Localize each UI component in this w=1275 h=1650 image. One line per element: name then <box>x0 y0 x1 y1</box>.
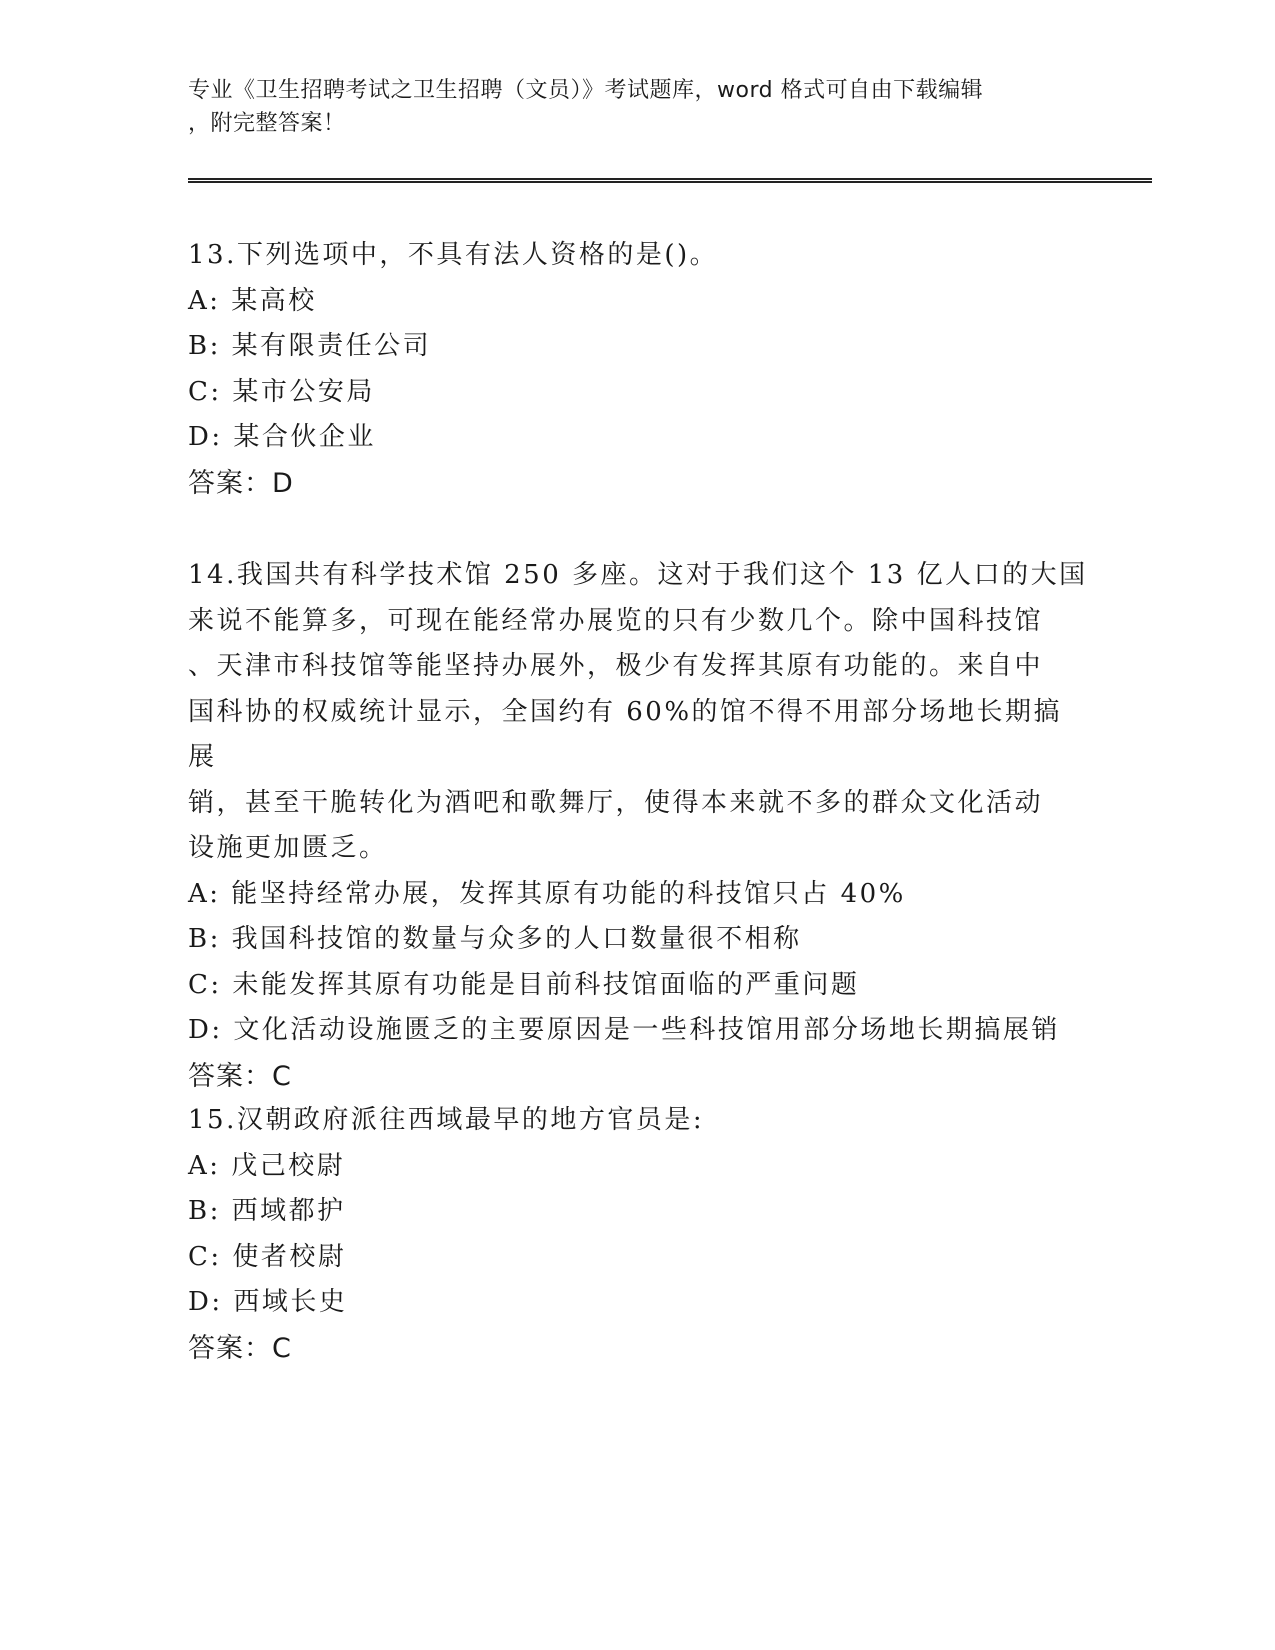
answer: 答案：C <box>188 1060 292 1092</box>
question-stem-line: 设施更加匮乏。 <box>188 833 388 863</box>
option-b: B: 西域都护 <box>188 1196 346 1226</box>
option-a: A: 某高校 <box>188 285 317 316</box>
question-13 <box>188 233 1088 506</box>
question-stem-line: 、天津市科技馆等能坚持办展外，极少有发挥其原有功能的。来自中 <box>188 651 1044 681</box>
question-stem-line: 国科协的权威统计显示，全国约有 60%的馆不得不用部分场地长期搞展 <box>188 696 1063 772</box>
option-c: C: 使者校尉 <box>188 1241 347 1272</box>
question-stem: 15.汉朝政府派往西域最早的地方官员是: <box>188 1105 705 1135</box>
header-divider <box>188 178 1152 183</box>
answer: 答案：D <box>188 467 294 499</box>
option-a: A: 戊己校尉 <box>188 1150 346 1181</box>
option-c: C: 未能发挥其原有功能是目前科技馆面临的严重问题 <box>188 969 860 1000</box>
question-stem-line: 14.我国共有科学技术馆 250 多座。这对于我们这个 13 亿人口的大国 <box>188 560 1088 590</box>
option-c: C: 某市公安局 <box>188 376 375 407</box>
option-d: D: 某合伙企业 <box>188 422 376 452</box>
answer: 答案：C <box>188 1332 292 1364</box>
header-line: 专业《卫生招聘考试之卫生招聘（文员）》考试题库，word 格式可自由下载编辑 <box>188 78 984 103</box>
option-d: D: 西域长史 <box>188 1287 348 1317</box>
document-header <box>188 74 1088 140</box>
question-stem-line: 来说不能算多，可现在能经常办展览的只有少数几个。除中国科技馆 <box>188 605 1044 636</box>
question-stem-line: 销，甚至干脆转化为酒吧和歌舞厅，使得本来就不多的群众文化活动 <box>188 787 1044 818</box>
question-15 <box>188 1098 1088 1371</box>
question-14 <box>188 553 1088 1099</box>
question-stem: 13.下列选项中，不具有法人资格的是()。 <box>188 240 719 270</box>
option-d: D: 文化活动设施匮乏的主要原因是一些科技馆用部分场地长期搞展销 <box>188 1015 1060 1045</box>
option-b: B: 我国科技馆的数量与众多的人口数量很不相称 <box>188 924 802 954</box>
option-b: B: 某有限责任公司 <box>188 331 432 361</box>
option-a: A: 能坚持经常办展，发挥其原有功能的科技馆只占 40% <box>188 878 906 909</box>
header-line: ，附完整答案！ <box>188 111 346 136</box>
